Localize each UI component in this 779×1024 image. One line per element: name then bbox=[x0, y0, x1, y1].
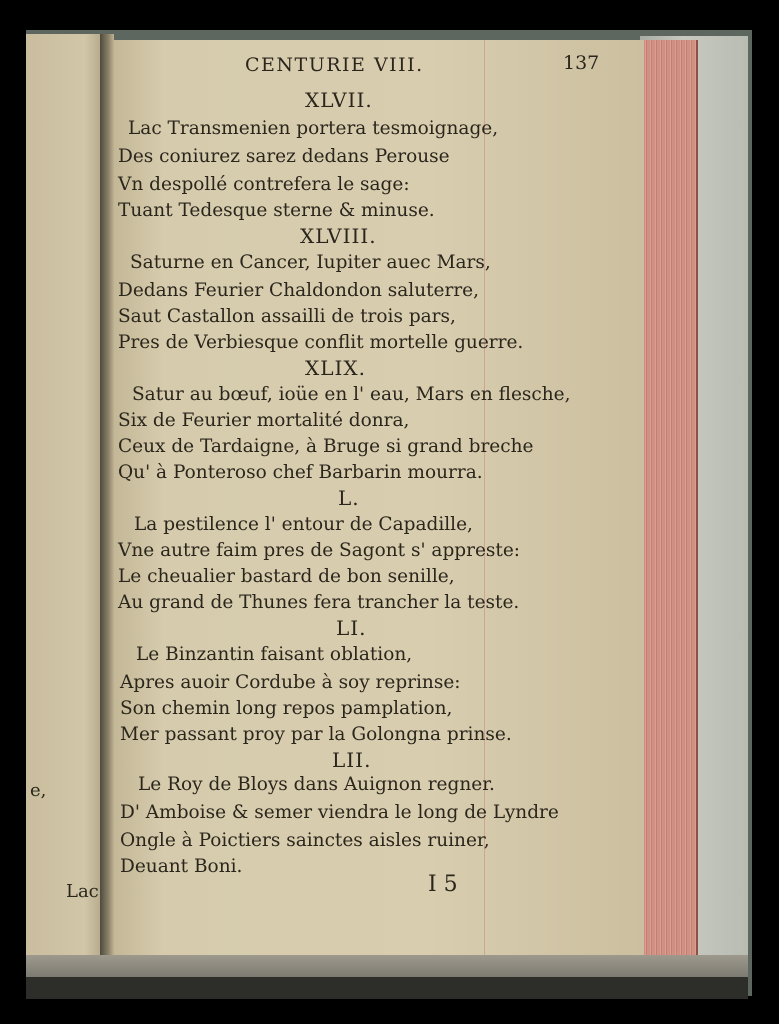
verse-line: Lac Transmenien portera tesmoignage, bbox=[128, 118, 499, 139]
left-page-catchword: Lac bbox=[66, 881, 99, 902]
quatrain-number: L. bbox=[338, 486, 360, 510]
verse-line: D' Amboise & semer viendra le long de Lyndre bbox=[120, 802, 559, 823]
verse-line: Des coniurez sarez dedans Perouse bbox=[118, 146, 450, 167]
verse-line: Au grand de Thunes fera trancher la teste. bbox=[118, 592, 520, 613]
verse-line: Son chemin long repos pamplation, bbox=[120, 698, 453, 719]
verse-line: Saut Castallon assailli de trois pars, bbox=[118, 306, 456, 327]
verse-line: Vne autre faim pres de Sagont s' appreste: bbox=[118, 540, 521, 561]
red-page-edges bbox=[636, 40, 698, 960]
verse-line: Dedans Feurier Chaldondon saluterre, bbox=[118, 280, 480, 301]
verse-line: Pres de Verbiesque conflit mortelle guerre. bbox=[118, 332, 524, 353]
verse-line: Six de Feurier mortalité donra, bbox=[118, 410, 410, 431]
page-fold-line bbox=[484, 40, 485, 962]
bottom-strip bbox=[26, 955, 748, 977]
quatrain-number: XLVIII. bbox=[300, 224, 377, 248]
left-page bbox=[26, 34, 110, 959]
running-head: CENTURIE VIII. bbox=[245, 54, 424, 76]
quatrain-number: XLIX. bbox=[305, 356, 367, 380]
left-page-fragment: e, bbox=[30, 780, 47, 801]
verse-line: Qu' à Ponteroso chef Barbarin mourra. bbox=[118, 462, 483, 483]
quatrain-number: LII. bbox=[332, 748, 372, 772]
signature-mark: I 5 bbox=[428, 872, 458, 897]
verse-line: Ongle à Poictiers sainctes aisles ruiner, bbox=[120, 830, 490, 851]
folio-number: 137 bbox=[563, 52, 600, 74]
verse-line: Ceux de Tardaigne, à Bruge si grand breche bbox=[118, 436, 534, 457]
verse-line: Le cheualier bastard de bon senille, bbox=[118, 566, 455, 587]
verse-line: Saturne en Cancer, Iupiter auec Mars, bbox=[130, 252, 491, 273]
verse-line: Le Binzantin faisant oblation, bbox=[136, 644, 413, 665]
verse-line: Apres auoir Cordube à soy reprinse: bbox=[120, 672, 461, 693]
quatrain-number: LI. bbox=[336, 616, 367, 640]
bottom-shadow bbox=[26, 977, 748, 999]
verse-line: Vn despollé contrefera le sage: bbox=[118, 174, 410, 195]
verse-line: Deuant Boni. bbox=[120, 856, 243, 877]
verse-line: Satur au bœuf, ioüe en l' eau, Mars en flesche, bbox=[132, 384, 571, 405]
book-gutter bbox=[100, 34, 114, 964]
verse-line: Tuant Tedesque sterne & minuse. bbox=[118, 200, 435, 221]
quatrain-number: XLVII. bbox=[305, 88, 373, 112]
verse-line: La pestilence l' entour de Capadille, bbox=[134, 514, 473, 535]
verse-line: Le Roy de Bloys dans Auignon regner. bbox=[138, 774, 495, 795]
verse-line: Mer passant proy par la Golongna prinse. bbox=[120, 724, 512, 745]
